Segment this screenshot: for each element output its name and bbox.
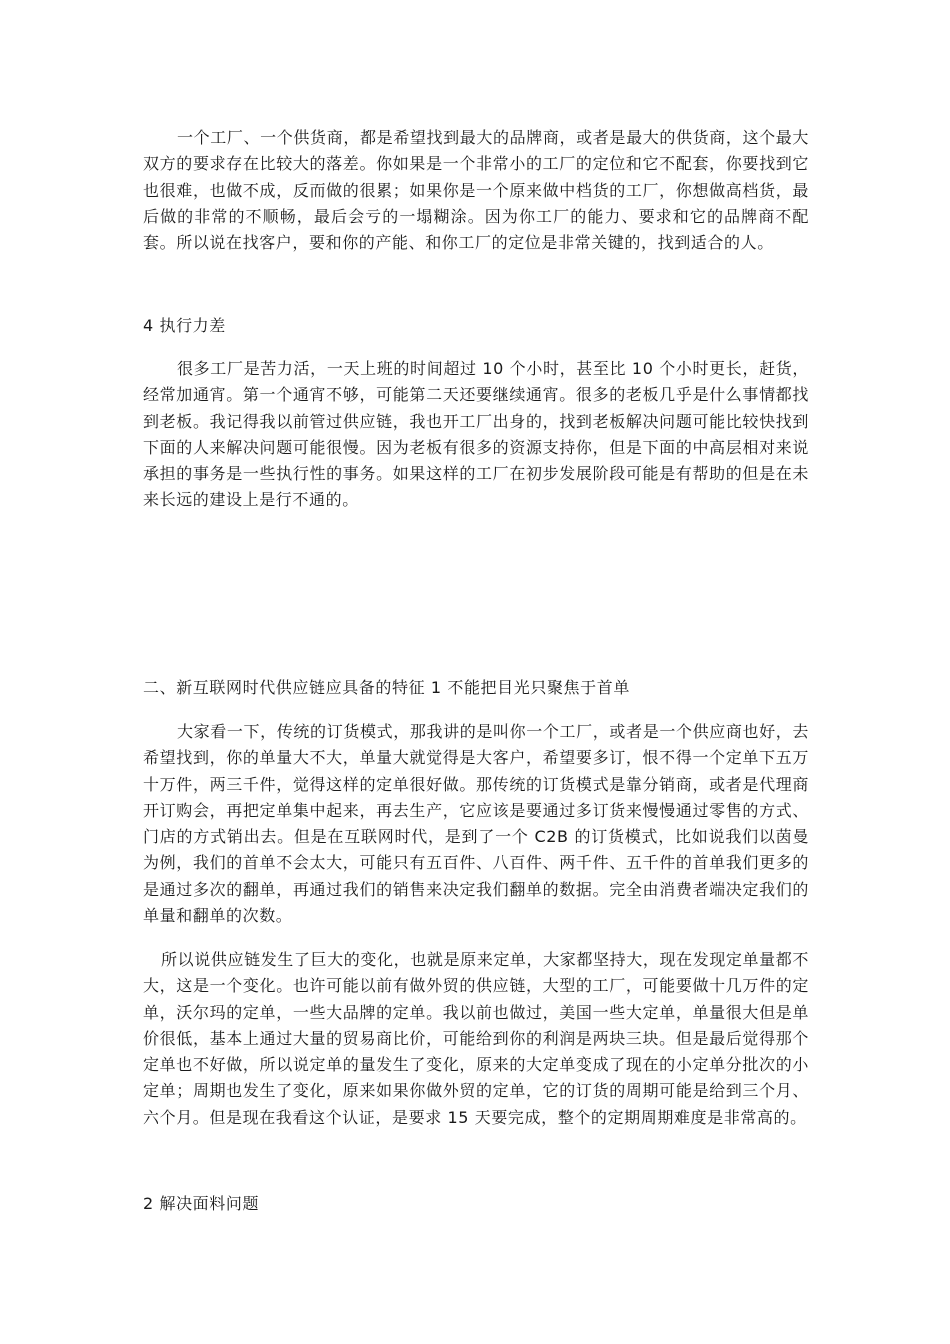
- paragraph-execution: 很多工厂是苦力活，一天上班的时间超过 10 个小时，甚至比 10 个小时更长，赶货，经常加通宵。第一个通宵不够，可能第二天还要继续通宵。很多的老板几乎是什么事情都找到老板。我记得我以前管过供应链，我也开工厂出身的，找到老板解决问题可能比较快找到下面的人来解决问题可能很慢。因为老板有很多的资源支持你，但是下面的中高层相对来说承担的事务是一些执行性的事务。如果这样的工厂在初步发展阶段可能是有帮助的但是在未来长远的建设上是行不通的。: [143, 359, 809, 510]
- paragraph-factory-positioning: 一个工厂、一个供货商，都是希望找到最大的品牌商，或者是最大的供货商，这个最大双方的要求存在比较大的落差。你如果是一个非常小的工厂的定位和它不配套，你要找到它也很难，也做不成，反而做的很累；如果你是一个原来做中档货的工厂，你想做高档货，最后做的非常的不顺畅，最后会亏的一塌糊涂。因为你工厂的能力、要求和它的品牌商不配套。所以说在找客户，要和你的产能、和你工厂的定位是非常关键的，找到适合的人。: [143, 128, 809, 253]
- paragraph-supply-chain-change: 所以说供应链发生了巨大的变化，也就是原来定单，大家都坚持大，现在发现定单量都不大，这是一个变化。也许可能以前有做外贸的供应链，大型的工厂，可能要做十几万件的定单，沃尔玛的定单，一些大品牌的定单。我以前也做过，美国一些大定单，单量很大但是单价很低，基本上通过大量的贸易商比价，可能给到你的利润是两块三块。但是最后觉得那个定单也不好做，所以说定单的量发生了变化，原来的大定单变成了现在的小定单分批次的小定单；周期也发生了变化，原来如果你做外贸的定单，它的订货的周期可能是给到三个月、六个月。但是现在我看这个认证，是要求 15 天要完成，整个的定期周期难度是非常高的。: [143, 950, 809, 1127]
- heading-execution: 4 执行力差: [143, 316, 226, 335]
- heading-fabric: 2 解决面料问题: [143, 1194, 260, 1213]
- heading-section-two: 二、新互联网时代供应链应具备的特征 1 不能把目光只聚焦于首单: [143, 678, 630, 697]
- paragraph-ordering-model: 大家看一下，传统的订货模式，那我讲的是叫你一个工厂，或者是一个供应商也好，去希望找到，你的单量大不大，单量大就觉得是大客户，希望要多订，恨不得一个定单下五万十万件，两三千件，觉得这样的定单很好做。那传统的订货模式是靠分销商，或者是代理商开订购会，再把定单集中起来，再去生产，它应该是要通过多订货来慢慢通过零售的方式、门店的方式销出去。但是在互联网时代，是到了一个 C2B 的订货模式，比如说我们以茵曼为例，我们的首单不会太大，可能只有五百件、八百件、两千件、五千件的首单我们更多的是通过多次的翻单，再通过我们的销售来决定我们翻单的数据。完全由消费者端决定我们的单量和翻单的次数。: [143, 722, 809, 926]
